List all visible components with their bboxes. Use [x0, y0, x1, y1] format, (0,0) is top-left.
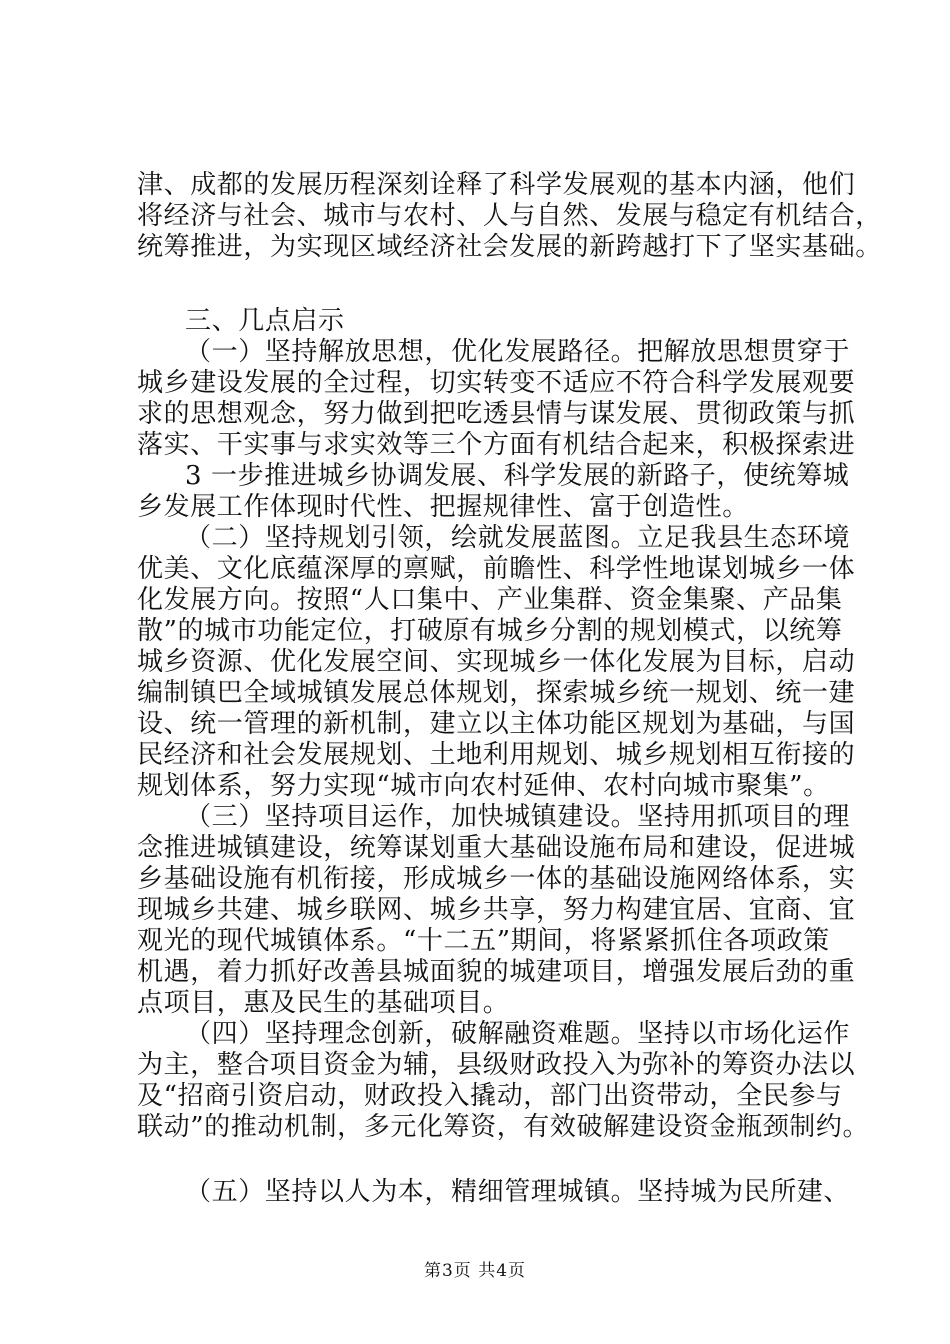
text-line: 优美、文化底蕴深厚的禀赋，前瞻性、科学性地谋划城乡一体 — [137, 554, 856, 584]
text-line: 统筹推进，为实现区域经济社会发展的新跨越打下了坚实基础。 — [137, 232, 882, 262]
paragraph-item-3 — [137, 802, 856, 1019]
paragraph-item-1 — [137, 337, 856, 523]
text-line: 编制镇巴全域城镇发展总体规划，探索城乡统一规划、统一建 — [137, 678, 856, 708]
text-line: 观光的现代城镇体系。“十二五”期间，将紧紧抓住各项政策 — [137, 926, 830, 956]
text-line: 将经济与社会、城市与农村、人与自然、发展与稳定有机结合， — [137, 201, 882, 231]
paragraph-item-2 — [137, 523, 856, 802]
text-line: （二）坚持规划引领，绘就发展蓝图。立足我县生态环境 — [185, 523, 851, 553]
paragraph-spacer — [137, 1143, 837, 1177]
text-line: 念推进城镇建设，统筹谋划重大基础设施布局和建设，促进城 — [137, 833, 856, 863]
text-line: 城乡建设发展的全过程，切实转变不适应不符合科学发展观要 — [137, 368, 856, 398]
text-line: 设、统一管理的新机制，建立以主体功能区规划为基础，与国 — [137, 709, 856, 739]
text-line: 津、成都的发展历程深刻诠释了科学发展观的基本内涵，他们 — [137, 170, 856, 200]
section-heading: 三、几点启示 — [185, 306, 345, 336]
text-line: 现城乡共建、城乡联网、城乡共享，努力构建宜居、宜商、宜 — [137, 895, 856, 925]
document-body — [137, 170, 882, 1208]
text-line: （一）坚持解放思想，优化发展路径。把解放思想贯穿于 — [185, 337, 851, 367]
text-line: （四）坚持理念创新，破解融资难题。坚持以市场化运作 — [185, 1019, 851, 1049]
text-line: 落实、干实事与求实效等三个方面有机结合起来，积极探索进 — [137, 430, 856, 460]
text-line: 求的思想观念，努力做到把吃透县情与谋发展、贯彻政策与抓 — [137, 399, 856, 429]
text-line: 民经济和社会发展规划、土地利用规划、城乡规划相互衔接的 — [137, 740, 856, 770]
paragraph-spacer — [137, 263, 837, 306]
text-line: 乡基础设施有机衔接，形成城乡一体的基础设施网络体系，实 — [137, 864, 856, 894]
text-line: 3 一步推进城乡协调发展、科学发展的新路子，使统筹城 — [185, 461, 850, 491]
text-line: （五）坚持以人为本，精细管理城镇。坚持城为民所建、 — [185, 1177, 851, 1207]
text-line: 点项目，惠及民生的基础项目。 — [137, 988, 510, 1018]
text-line: 散”的城市功能定位，打破原有城乡分割的规划模式，以统筹 — [137, 616, 843, 646]
text-line: 联动”的推动机制，多元化筹资，有效破解建设资金瓶颈制约。 — [137, 1112, 870, 1142]
text-line: 乡发展工作体现时代性、把握规律性、富于创造性。 — [137, 492, 749, 522]
text-line: （三）坚持项目运作，加快城镇建设。坚持用抓项目的理 — [185, 802, 851, 832]
text-line: 及“招商引资启动，财政投入撬动，部门出资带动，全民参与 — [137, 1081, 843, 1111]
paragraph-item-5 — [137, 1177, 851, 1208]
text-line: 城乡资源、优化发展空间、实现城乡一体化发展为目标，启动 — [137, 647, 856, 677]
text-line: 化发展方向。按照“人口集中、产业集群、资金集聚、产品集 — [137, 585, 843, 615]
text-line: 机遇，着力抓好改善县城面貌的城建项目，增强发展后劲的重 — [137, 957, 856, 987]
text-line: 为主，整合项目资金为辅，县级财政投入为弥补的筹资办法以 — [137, 1050, 856, 1080]
text-line: 规划体系，努力实现“城市向农村延伸、农村向城市聚集”。 — [137, 771, 830, 801]
page-footer: 第3页 共4页 — [423, 1261, 527, 1281]
paragraph-intro — [137, 170, 882, 263]
paragraph-item-4 — [137, 1019, 870, 1143]
